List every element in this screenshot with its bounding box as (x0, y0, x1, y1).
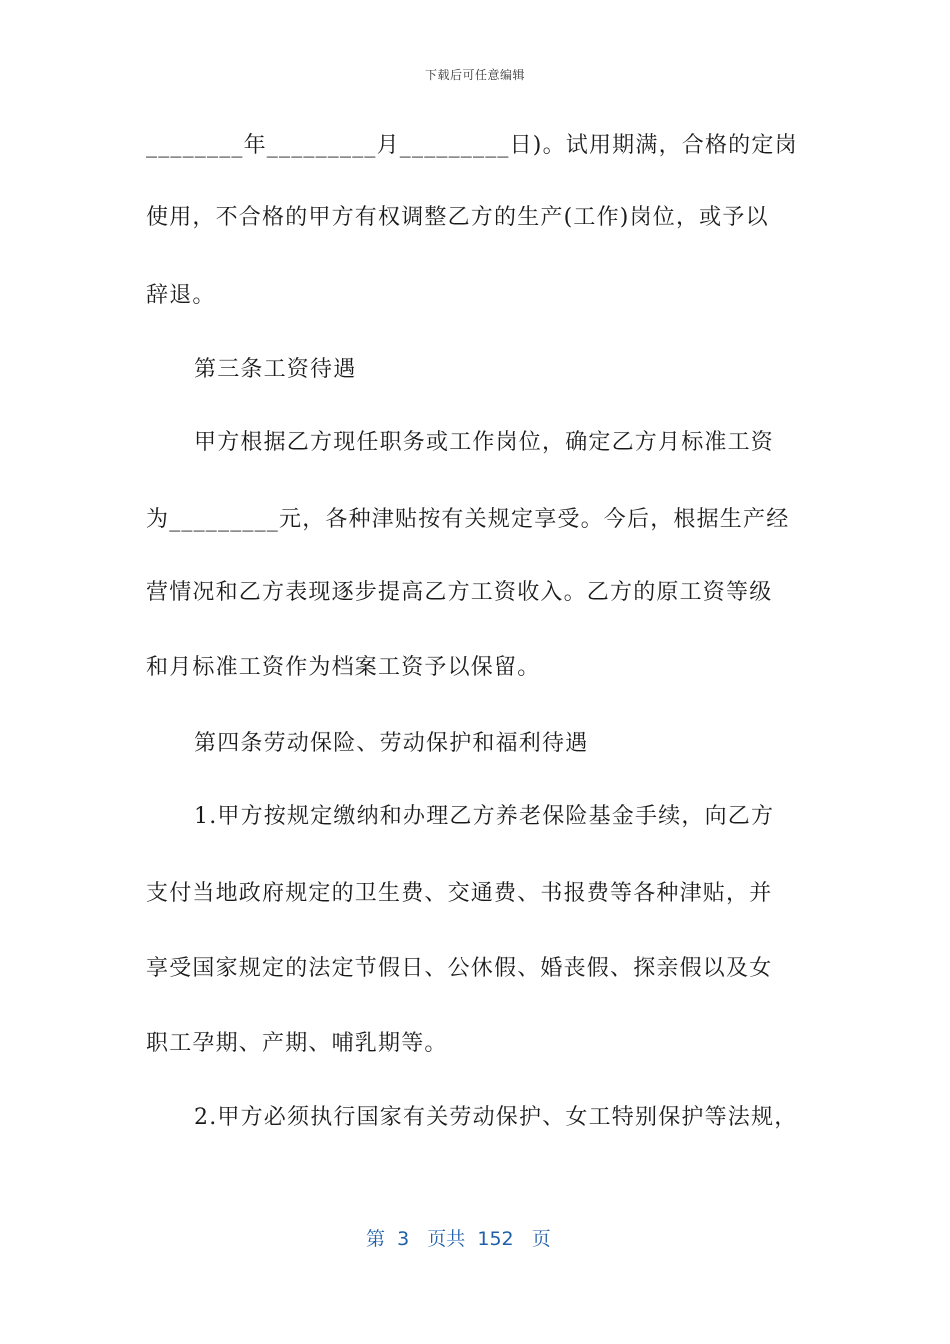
page-number-footer: 第 3 页共 152 页 (366, 1228, 551, 1250)
body-line-10: 1.甲方按规定缴纳和办理乙方养老保险基金手续，向乙方 (194, 804, 775, 829)
body-line-8: 和月标准工资作为档案工资予以保留。 (146, 655, 541, 680)
section-heading-4: 第四条劳动保险、劳动保护和福利待遇 (194, 731, 589, 756)
body-line-1: ________年_________月_________日)。试用期满，合格的定岗 (146, 133, 798, 158)
body-line-14: 2.甲方必须执行国家有关劳动保护、女工特别保护等法规， (194, 1105, 798, 1130)
section-heading-3: 第三条工资待遇 (194, 357, 357, 382)
body-line-6: 为_________元，各种津贴按有关规定享受。今后，根据生产经 (146, 507, 790, 532)
body-line-7: 营情况和乙方表现逐步提高乙方工资收入。乙方的原工资等级 (146, 580, 773, 605)
body-line-13: 职工孕期、产期、哺乳期等。 (146, 1031, 448, 1056)
body-line-11: 支付当地政府规定的卫生费、交通费、书报费等各种津贴，并 (146, 881, 773, 906)
body-line-12: 享受国家规定的法定节假日、公休假、婚丧假、探亲假以及女 (146, 956, 773, 981)
body-line-3: 辞退。 (146, 283, 216, 308)
header-note: 下载后可任意编辑 (424, 68, 525, 82)
body-line-2: 使用，不合格的甲方有权调整乙方的生产(工作)岗位，或予以 (146, 205, 769, 230)
body-line-5: 甲方根据乙方现任职务或工作岗位，确定乙方月标准工资 (194, 430, 775, 455)
